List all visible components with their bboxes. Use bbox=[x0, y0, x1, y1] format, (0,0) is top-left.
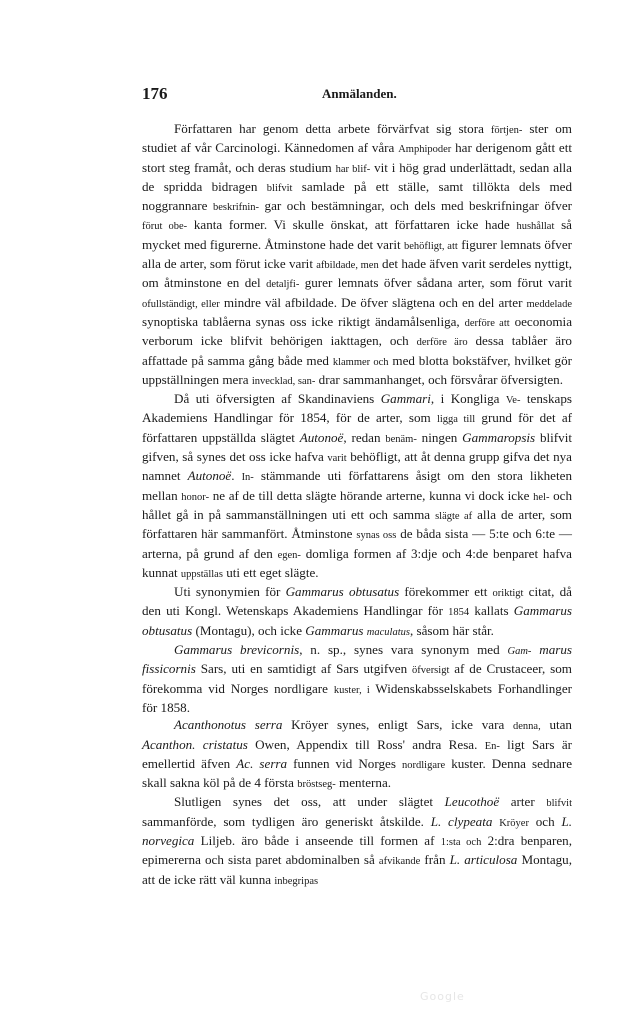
text-run: och hållet gå in på sammanställningen uti ett och samma bbox=[142, 487, 573, 522]
text-run: förekommer ett bbox=[399, 584, 493, 600]
text-run: drar sammanhanget, och försvårar öfversigten. bbox=[315, 371, 563, 387]
page-number: 176 bbox=[142, 84, 168, 103]
text-run: utan bbox=[540, 717, 572, 733]
text-run: med blotta bokstäfver, hvilket gör uppställningen mera bbox=[142, 352, 572, 387]
text-run: 1:sta och bbox=[440, 836, 482, 848]
text-run: kuster, i bbox=[333, 684, 370, 696]
text-run: oriktigt bbox=[492, 588, 524, 600]
body-text bbox=[142, 120, 572, 890]
text-run: detaljfi- bbox=[266, 279, 300, 291]
text-run: ofullständigt, eller bbox=[142, 298, 220, 310]
paragraph bbox=[142, 641, 572, 716]
text-run: Owen, Appendix till Ross' andra Resa. bbox=[247, 736, 485, 752]
text-run: Leucothoë bbox=[444, 794, 500, 810]
text-run: Gam- bbox=[507, 646, 532, 658]
text-run: Acanthonotus serra bbox=[174, 717, 283, 733]
text-run: samlade på ett ställe, samt tillökta dels med noggrannare bbox=[142, 178, 572, 214]
text-run: 1854 bbox=[448, 607, 470, 619]
text-run: denna, bbox=[513, 721, 541, 733]
text-run: afvikande bbox=[378, 856, 421, 868]
text-run: kallats bbox=[469, 603, 514, 619]
text-run: dessa tablåer äro affattade på samma gång både med bbox=[142, 333, 572, 368]
text-run: Gammarus obtusatus bbox=[142, 603, 572, 638]
text-run: ningen bbox=[416, 429, 463, 445]
text-run: mindre väl afbildade. De öfver slägtena och en del arter bbox=[219, 294, 527, 310]
text-run: Kröyer synes, enligt Sars, icke vara bbox=[282, 717, 513, 733]
text-run: benäm- bbox=[385, 433, 417, 445]
text-run: meddelade bbox=[526, 298, 572, 310]
text-run: klammer och bbox=[332, 356, 389, 368]
text-run: behöfligt, att bbox=[404, 240, 458, 252]
text-run: En- bbox=[484, 740, 500, 752]
text-run: kanta former. Vi skulle önskat, att författaren icke hade bbox=[187, 217, 517, 233]
text-run: stämmande uti författarens åsigt om den stora likheten mellan bbox=[142, 468, 572, 503]
text-run: , redan bbox=[343, 429, 386, 445]
text-run: funnen vid Norges bbox=[287, 755, 402, 771]
text-run: ligt Sars är emellertid äfven bbox=[142, 736, 572, 771]
text-run: Ve- bbox=[505, 395, 521, 407]
text-run: grund för det af författaren uppställda slägtet bbox=[142, 410, 573, 445]
text-run: har derigenom gått ett stort steg framåt, och deras studium bbox=[142, 140, 572, 175]
text-run: de båda sista — 5:te och 6:te — arterna, på grund af den bbox=[142, 526, 572, 561]
text-run: Slutligen synes det oss, att under slägtet bbox=[174, 794, 445, 810]
text-run: Gammari bbox=[380, 391, 431, 407]
paragraph bbox=[142, 583, 572, 641]
text-run: gar och bestämningar, och dels med beskrifningar öfver bbox=[259, 198, 572, 214]
text-run: sammanförde, som tydligen äro generiskt åtskilde. bbox=[142, 813, 431, 829]
text-run: Författaren har genom detta arbete förvärfvat sig stora bbox=[174, 121, 491, 136]
text-run: Autonoë bbox=[299, 429, 344, 445]
text-run: derföre att bbox=[464, 317, 510, 329]
text-run: Amphipoder bbox=[398, 144, 452, 156]
text-run: invecklad, san- bbox=[251, 375, 316, 387]
text-run: menterna. bbox=[335, 775, 392, 791]
text-run: vit i hög grad underlättadt, sedan alla de spridda bidragen bbox=[142, 159, 572, 194]
text-run: tenskaps Akademiens Handlingar för 1854, för de arter, som bbox=[142, 391, 572, 426]
text-run: Montagu, att de icke rätt väl kunna bbox=[142, 852, 573, 887]
text-run: blifvit bbox=[266, 182, 293, 194]
text-run: , såsom här står. bbox=[409, 622, 494, 638]
text-run: ster om studiet af vår Carcinologi. Kännedomen af våra bbox=[142, 121, 572, 156]
text-run: så mycket med figurerne. Åtminstone hade det varit bbox=[142, 217, 572, 252]
text-run: blifvit gifven, så synes det oss icke hafva bbox=[142, 429, 572, 465]
text-run: In- bbox=[241, 472, 254, 484]
paragraph bbox=[142, 716, 572, 793]
text-run: ligga till bbox=[436, 414, 476, 426]
text-run: Gammarus obtusatus bbox=[285, 584, 400, 600]
text-run: af de Crustaceer, som förekomma vid Norges nordligare bbox=[142, 661, 572, 696]
text-run: öfversigt bbox=[412, 665, 450, 677]
text-run: Widenskabsselskabets Forhandlinger för 1858. bbox=[142, 680, 572, 715]
text-run: varit bbox=[327, 453, 347, 465]
text-run: inbegripas bbox=[274, 875, 319, 887]
text-run: . bbox=[231, 468, 242, 484]
text-run: L. clypeata bbox=[430, 813, 493, 829]
text-run: Gammarus bbox=[305, 622, 367, 638]
text-run: domliga formen af 3:dje och 4:de benparet hafva kunnat bbox=[142, 545, 572, 580]
text-run: (Montagu), och icke bbox=[192, 622, 306, 638]
text-run: uti ett eget slägte. bbox=[222, 564, 319, 580]
text-run: förtjen- bbox=[490, 125, 523, 136]
text-run: oeconomia verborum icke blifvit behörigen iakttagen, och bbox=[142, 313, 573, 349]
text-run: Uti synonymien för bbox=[174, 584, 286, 600]
text-run: derföre äro bbox=[416, 337, 468, 349]
text-run: figurer lemnats öfver alla de arter, som förut icke varit bbox=[142, 236, 572, 272]
paragraph bbox=[142, 793, 572, 889]
text-run: hel- bbox=[533, 491, 550, 503]
text-run: Acanthon. cristatus bbox=[142, 736, 248, 752]
text-run: citat, då den uti Kongl. Wetenskaps Akademiens Handlingar för bbox=[142, 584, 572, 619]
text-run: slägte af bbox=[435, 510, 473, 522]
text-run: maculatus bbox=[366, 626, 410, 638]
text-run: , i Kongliga bbox=[430, 391, 506, 407]
text-run: förut obe- bbox=[142, 221, 188, 233]
text-run: Liljeb. äro både i anseende till formen af bbox=[194, 832, 441, 848]
text-run: , n. sp., synes vara synonym med bbox=[299, 642, 508, 658]
text-run: hushållat bbox=[516, 221, 555, 233]
text-run: beskrifnin- bbox=[212, 202, 260, 214]
text-run: kuster. Denna sednare skall sakna köl på de 4 första bbox=[142, 755, 573, 791]
text-run: bröstseg- bbox=[297, 779, 336, 791]
text-run: arter bbox=[499, 794, 547, 810]
page-header bbox=[142, 84, 582, 106]
text-run: Gammarus brevicornis bbox=[174, 642, 300, 658]
text-run: har blif- bbox=[335, 163, 371, 175]
text-run: marus fissicornis bbox=[142, 642, 572, 677]
text-run: från bbox=[420, 852, 450, 868]
text-run: behöfligt, att åt denna grupp gifva det nya namnet bbox=[142, 449, 572, 484]
text-run: alla de arter, som författaren här sammanfört. Åtminstone bbox=[142, 506, 572, 542]
text-run: honor- bbox=[181, 491, 210, 503]
watermark-text: Google bbox=[420, 990, 465, 1003]
text-run: Autonoë bbox=[187, 468, 232, 484]
text-run: gurer lemnats öfver sådana arter, som förut varit bbox=[299, 275, 573, 291]
paragraph bbox=[142, 120, 572, 390]
text-run: det hade äfven varit serdeles nyttigt, om åtminstone en del bbox=[142, 256, 573, 291]
text-run: Sars, uti en samtidigt af Sars utgifven bbox=[195, 661, 413, 677]
text-run: afbildade, men bbox=[316, 260, 379, 272]
text-run: uppställas bbox=[180, 568, 223, 580]
text-run: L. norvegica bbox=[142, 813, 573, 848]
text-run: Kröyer bbox=[499, 817, 529, 829]
text-run: Då uti öfversigten af Skandinaviens bbox=[174, 391, 381, 407]
text-run: Ac. serra bbox=[236, 755, 288, 771]
text-run: 2:dra benparen, epimererna och sista paret abdominalben så bbox=[142, 832, 572, 868]
text-run: och bbox=[528, 813, 562, 829]
text-run: Gammaropsis bbox=[462, 429, 536, 445]
text-run: ne af de till detta slägte hörande arterne, kunna vi dock icke bbox=[209, 487, 534, 503]
text-run: synas oss bbox=[356, 530, 397, 542]
paragraph bbox=[142, 390, 572, 583]
text-run: nordligare bbox=[401, 759, 446, 771]
text-run: L. articulosa bbox=[449, 852, 518, 868]
text-run: synoptiska tablåerna synas oss icke riktigt ändamålsenliga, bbox=[142, 313, 465, 329]
text-run: blifvit bbox=[546, 798, 572, 810]
text-run: egen- bbox=[277, 549, 301, 561]
running-head: Anmälanden. bbox=[322, 86, 397, 101]
